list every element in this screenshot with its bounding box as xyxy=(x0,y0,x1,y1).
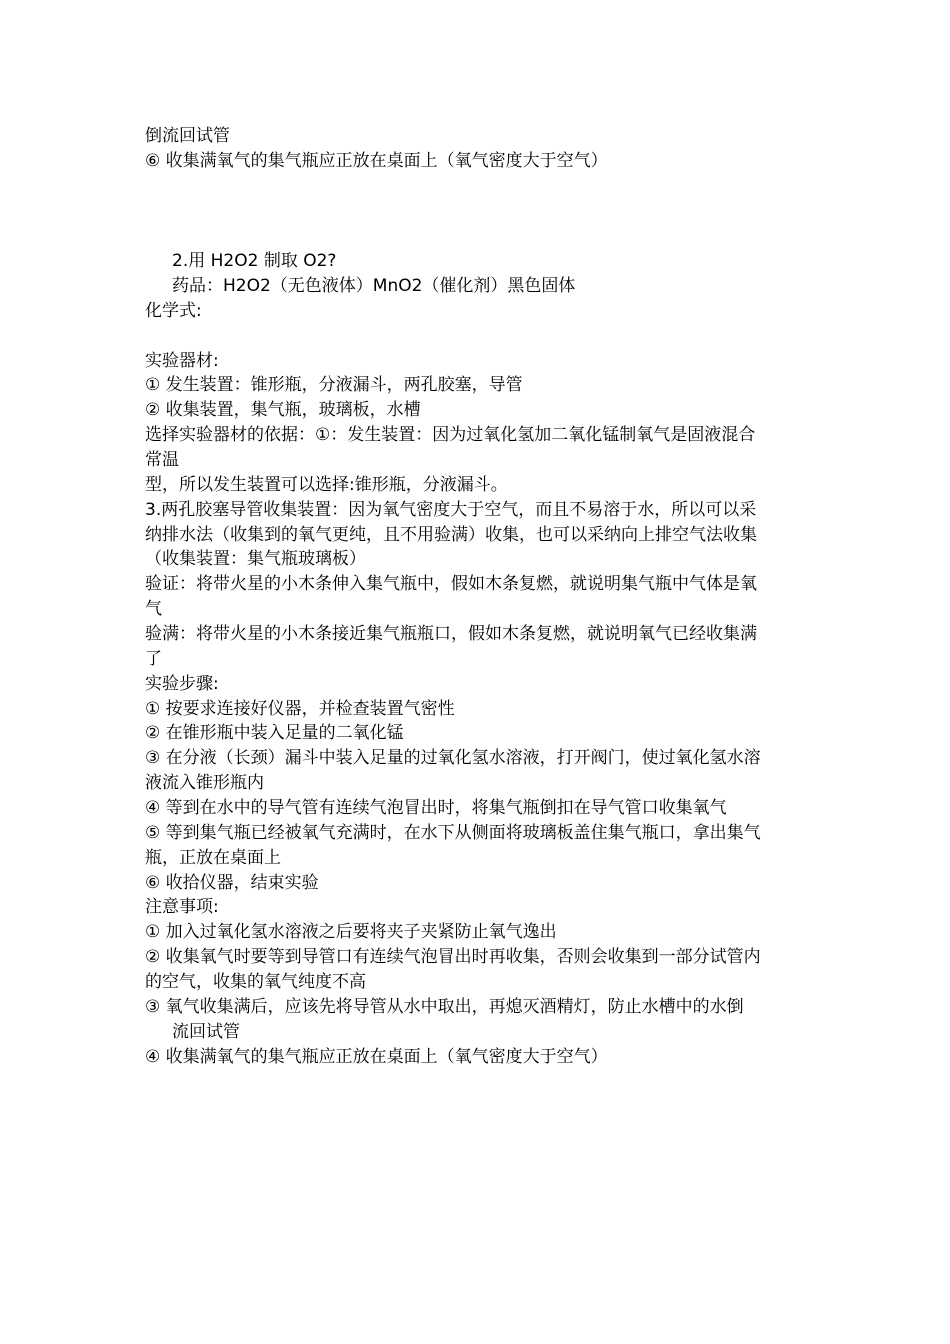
list-item: ① 加入过氧化氢水溶液之后要将夹子夹紧防止氧气逸出 xyxy=(145,922,557,942)
list-item: ② 在锥形瓶中装入足量的二氧化锰 xyxy=(145,723,404,743)
text-line: 气 xyxy=(145,599,162,619)
text-line: 3.两孔胶塞导管收集装置：因为氧气密度大于空气，而且不易溶于水，所以可以采 xyxy=(145,500,757,520)
list-item: ④ 收集满氧气的集气瓶应正放在桌面上（氧气密度大于空气） xyxy=(145,1047,608,1067)
text-line: （收集装置：集气瓶玻璃板） xyxy=(145,549,366,569)
text-line: 验满：将带火星的小木条接近集气瓶瓶口，假如木条复燃，就说明氧气已经收集满 xyxy=(145,624,757,644)
list-item: ③ 氧气收集满后，应该先将导管从水中取出，再熄灭酒精灯，防止水槽中的水倒 xyxy=(145,997,744,1017)
list-item: ② 收集氧气时要等到导管口有连续气泡冒出时再收集，否则会收集到一部分试管内 xyxy=(145,947,761,967)
list-item: ② 收集装置，集气瓶，玻璃板，水槽 xyxy=(145,400,421,420)
reagents-line: 药品：H2O2（无色液体）MnO2（催化剂）黑色固体 xyxy=(172,276,576,296)
formula-label: 化学式: xyxy=(145,301,202,321)
list-item: 液流入锥形瓶内 xyxy=(145,773,264,793)
list-item: ③ 在分液（长颈）漏斗中装入足量的过氧化氢水溶液，打开阀门，使过氧化氢水溶 xyxy=(145,748,761,768)
list-item: 流回试管 xyxy=(172,1022,240,1042)
notes-label: 注意事项: xyxy=(145,897,219,917)
text-line: 纳排水法（收集到的氧气更纯，且不用验满）收集，也可以采纳向上排空气法收集 xyxy=(145,525,757,545)
list-item: 的空气，收集的氧气纯度不高 xyxy=(145,972,366,992)
list-item: ④ 等到在水中的导气管有连续气泡冒出时，将集气瓶倒扣在导气管口收集氧气 xyxy=(145,798,727,818)
text-line: 倒流回试管 xyxy=(145,126,230,146)
text-line: ⑥ 收集满氧气的集气瓶应正放在桌面上（氧气密度大于空气） xyxy=(145,151,608,171)
list-item: 瓶，正放在桌面上 xyxy=(145,848,281,868)
list-item: ⑥ 收拾仪器，结束实验 xyxy=(145,873,319,893)
section-heading: 2.用 H2O2 制取 O2? xyxy=(172,251,337,271)
text-line: 选择实验器材的依据：①：发生装置：因为过氧化氢加二氧化锰制氧气是固液混合 xyxy=(145,425,756,445)
list-item: ① 发生装置：锥形瓶，分液漏斗，两孔胶塞，导管 xyxy=(145,375,523,395)
text-line: 型，所以发生装置可以选择:锥形瓶，分液漏斗。 xyxy=(145,475,508,495)
list-item: ① 按要求连接好仪器，并检查装置气密性 xyxy=(145,699,455,719)
list-item: ⑤ 等到集气瓶已经被氧气充满时，在水下从侧面将玻璃板盖住集气瓶口，拿出集气 xyxy=(145,823,761,843)
steps-label: 实验步骤: xyxy=(145,674,219,694)
text-line: 常温 xyxy=(145,450,179,470)
text-line: 了 xyxy=(145,649,162,669)
equipment-label: 实验器材: xyxy=(145,351,219,371)
text-line: 验证：将带火星的小木条伸入集气瓶中，假如木条复燃，就说明集气瓶中气体是氧 xyxy=(145,574,757,594)
